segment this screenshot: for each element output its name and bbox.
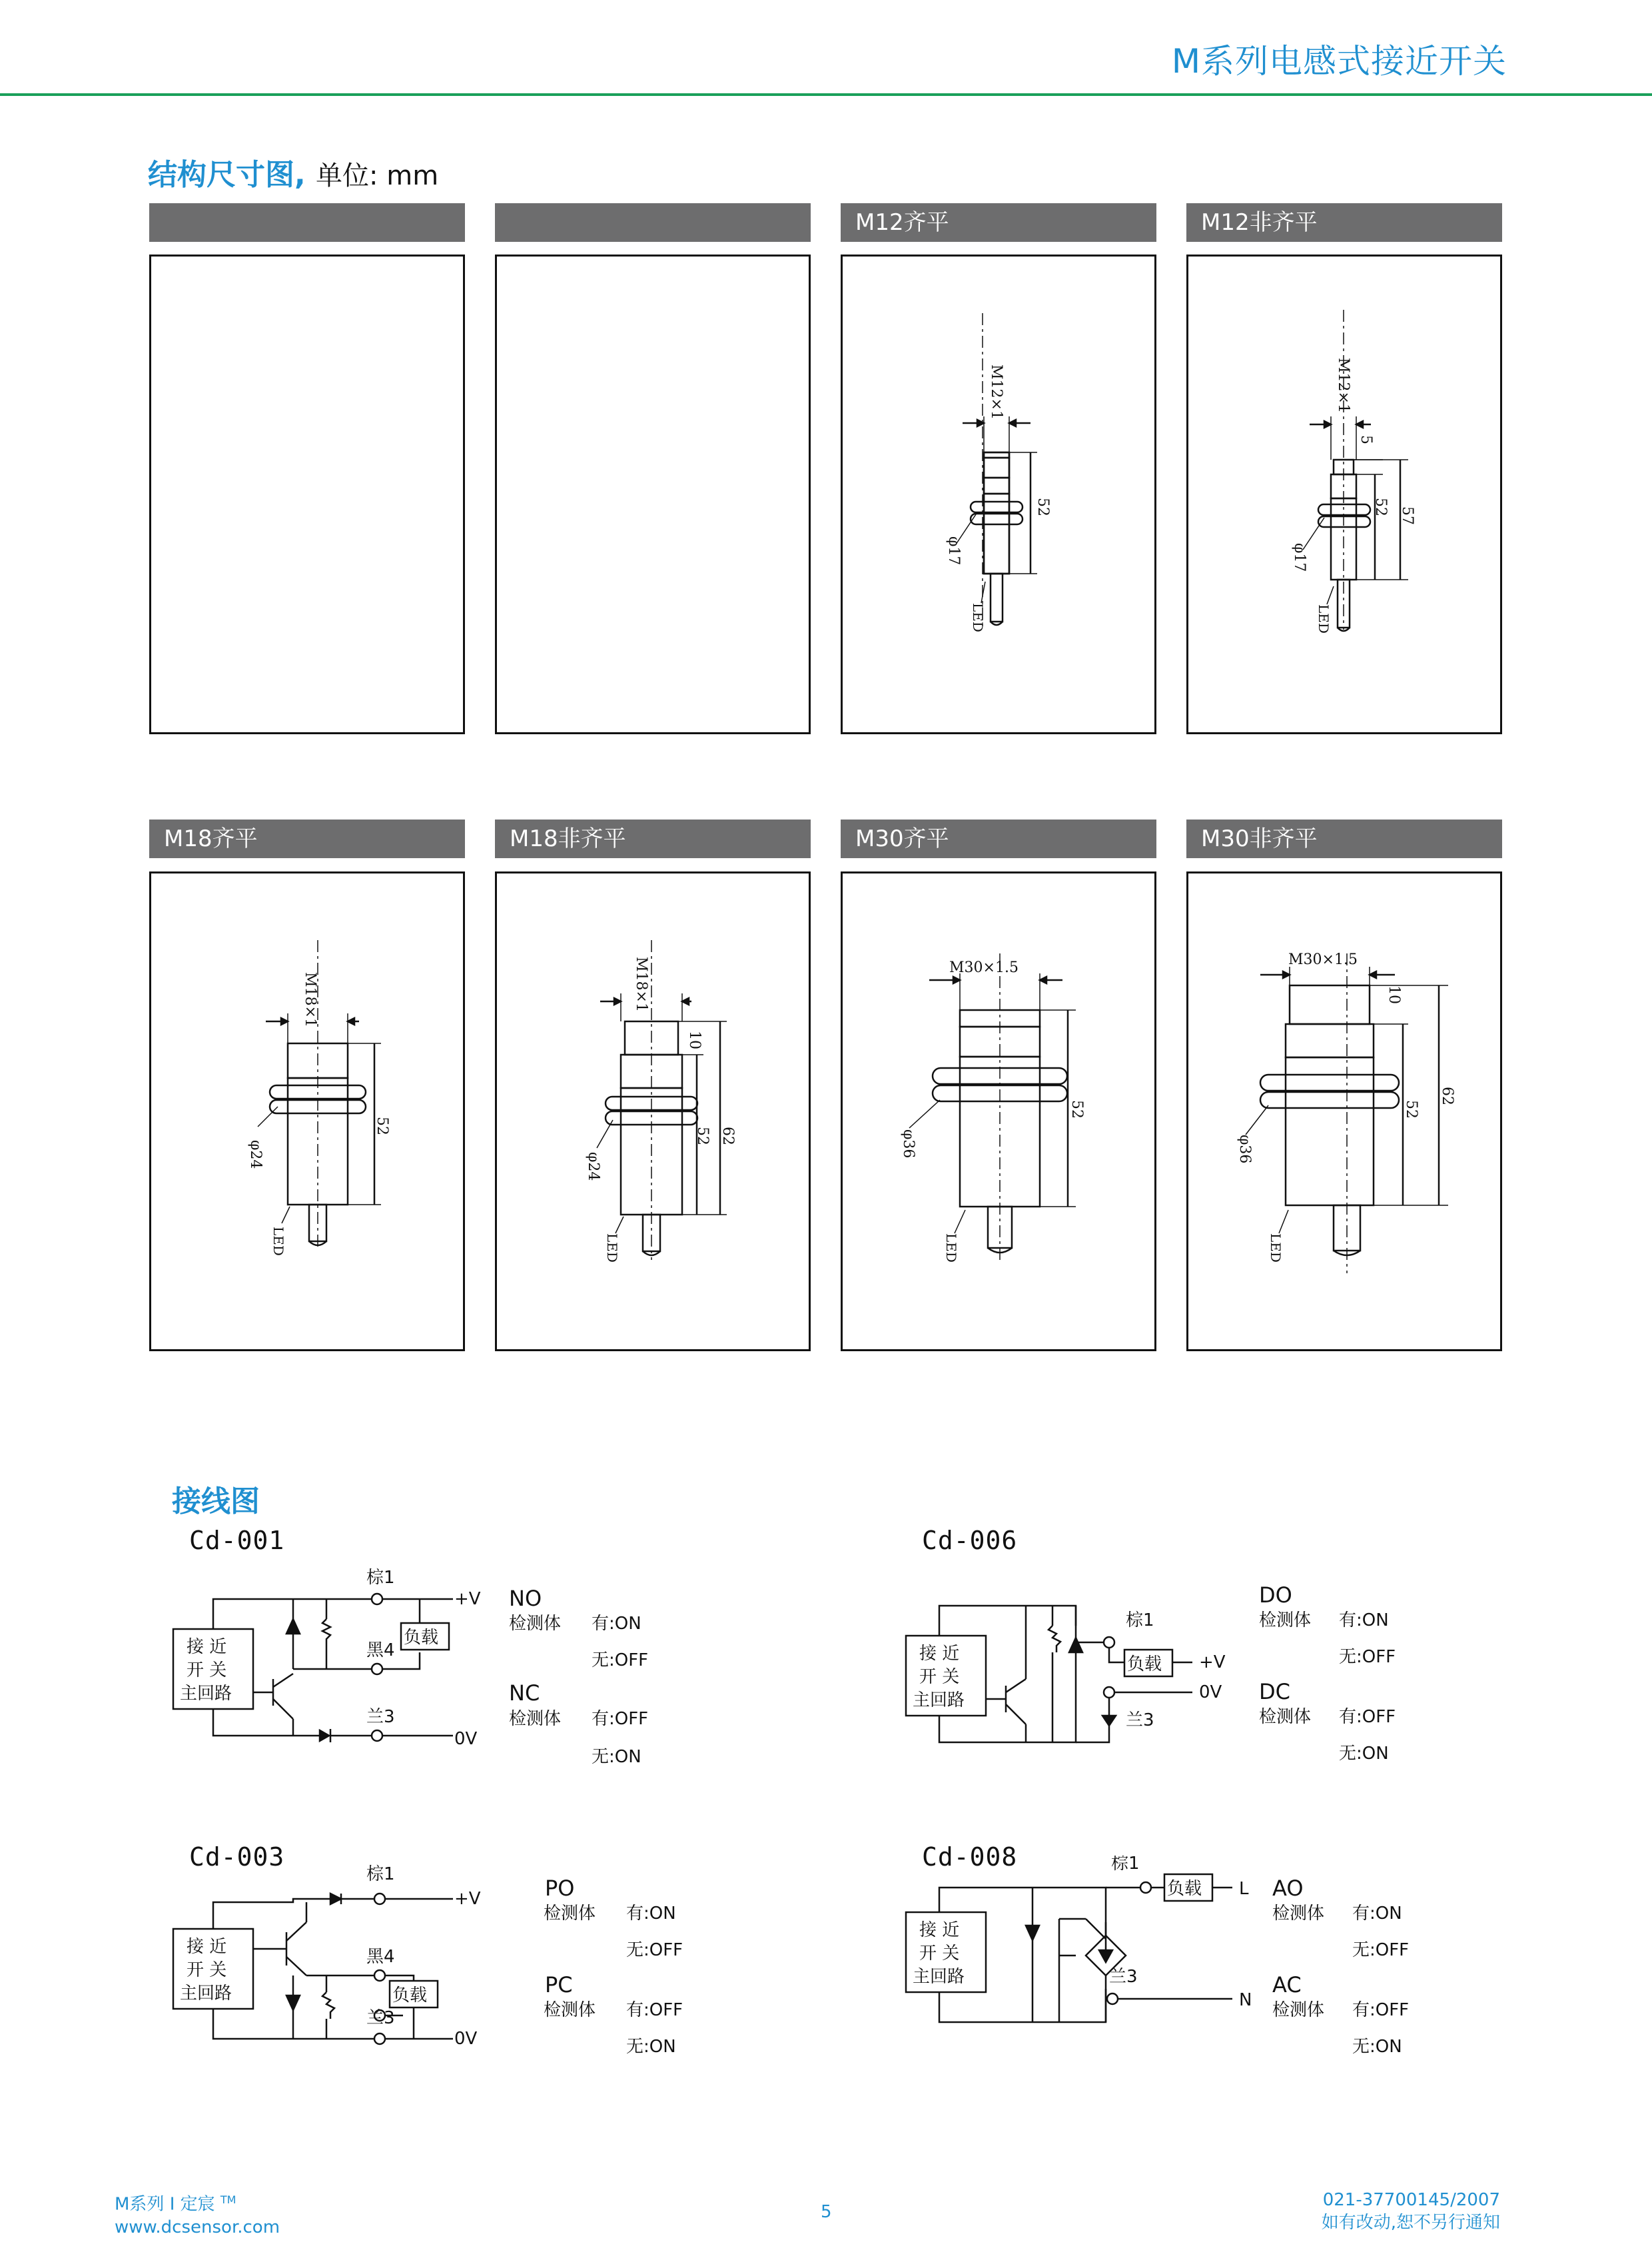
panel-m30-flush-drawing bbox=[841, 871, 1156, 1351]
panel-2-header bbox=[495, 203, 811, 242]
panel-2-drawing bbox=[495, 255, 811, 734]
cd-008-title: Cd-008 bbox=[922, 1842, 1018, 1872]
footer-notice: 如有改动,恕不另行通知 bbox=[1321, 2213, 1500, 2233]
protrusion-label: 10 bbox=[1386, 985, 1402, 1004]
footer-code: 021-37700145/2007 bbox=[1322, 2190, 1500, 2210]
length-dimension bbox=[1040, 1010, 1085, 1207]
block-line-3: 主回路 bbox=[180, 1684, 232, 1704]
diameter-label: φ24 bbox=[247, 1140, 264, 1169]
led-leader bbox=[943, 1210, 965, 1263]
footer-trademark: TM bbox=[220, 2193, 236, 2206]
mode-pc-has: 有:OFF bbox=[626, 2000, 683, 2020]
sensor-body bbox=[933, 953, 1067, 1260]
led-leader bbox=[970, 582, 986, 632]
panel-m12-flush-header: M12齐平 bbox=[841, 203, 1156, 242]
page-header-title: M系列电感式接近开关 bbox=[1171, 42, 1507, 81]
rail-line-label: L bbox=[1239, 1879, 1249, 1899]
thread-dimension bbox=[600, 957, 691, 1021]
led-leader bbox=[1268, 1210, 1288, 1263]
thread-dimension bbox=[1260, 951, 1395, 985]
diameter-leader bbox=[247, 1107, 278, 1169]
diameter-leader bbox=[1236, 1105, 1268, 1163]
panel-1-drawing bbox=[149, 255, 465, 734]
protrusion-label: 10 bbox=[686, 1031, 703, 1049]
wire-blue-label: 兰3 bbox=[1109, 1967, 1138, 1987]
mode-ac-detect: 检测体 bbox=[1272, 2000, 1325, 2020]
panel-m18-nonflush-header: M18非齐平 bbox=[495, 820, 811, 858]
mode-nc-detect: 检测体 bbox=[509, 1709, 562, 1729]
rail-neutral-label: N bbox=[1239, 1990, 1252, 2010]
diameter-label: φ17 bbox=[945, 536, 962, 566]
rail-zero-label: 0V bbox=[1199, 1682, 1222, 1702]
mode-po-none: 无:OFF bbox=[626, 1940, 683, 1960]
thread-label: M12×1 bbox=[988, 364, 1005, 420]
cd-003-title: Cd-003 bbox=[189, 1842, 285, 1872]
thread-dimension bbox=[266, 972, 359, 1043]
page-number: 5 bbox=[821, 2202, 832, 2222]
thread-label: M18×1 bbox=[633, 957, 649, 1012]
led-label: LED bbox=[604, 1233, 620, 1263]
thread-dimension bbox=[963, 364, 1031, 452]
wire-blue-label: 兰3 bbox=[366, 2008, 395, 2028]
mode-do-none: 无:OFF bbox=[1339, 1647, 1396, 1667]
thread-dimension bbox=[1310, 358, 1371, 460]
diameter-label: φ36 bbox=[1236, 1135, 1253, 1164]
wiring-section-title: 接线图 bbox=[172, 1484, 260, 1518]
diameter-leader bbox=[945, 512, 977, 565]
load-label: 负载 bbox=[1167, 1879, 1202, 1899]
block-line-1: 接 近 bbox=[919, 1644, 960, 1664]
mode-po-detect: 检测体 bbox=[544, 1904, 596, 1924]
panel-m30-nonflush-header: M30非齐平 bbox=[1186, 820, 1502, 858]
length-dimension bbox=[348, 1043, 390, 1205]
footer-series: M系列 I 定宸 bbox=[115, 2194, 215, 2215]
mode-dc-has: 有:OFF bbox=[1339, 1707, 1396, 1727]
total-dimension bbox=[1354, 460, 1416, 580]
led-leader bbox=[604, 1217, 623, 1263]
length-dimension bbox=[1374, 1024, 1448, 1205]
led-label: LED bbox=[1316, 604, 1332, 634]
rail-zero-label: 0V bbox=[454, 1729, 478, 1749]
block-line-1: 接 近 bbox=[919, 1920, 960, 1940]
panel-m12-nonflush-header: M12非齐平 bbox=[1186, 203, 1502, 242]
cd-001-title: Cd-001 bbox=[189, 1526, 285, 1555]
structure-section-title bbox=[148, 151, 438, 193]
cd-006-title: Cd-006 bbox=[922, 1526, 1018, 1555]
mode-do-has: 有:ON bbox=[1339, 1610, 1389, 1630]
total-label: 62 bbox=[719, 1127, 736, 1145]
sensor-body bbox=[606, 940, 697, 1260]
total-dimension bbox=[1439, 985, 1455, 1205]
led-leader bbox=[270, 1207, 290, 1256]
diameter-label: φ17 bbox=[1291, 543, 1308, 572]
block-line-2: 开 关 bbox=[919, 1667, 960, 1687]
led-label: LED bbox=[970, 603, 986, 632]
wire-blue-label: 兰3 bbox=[366, 1707, 395, 1727]
block-line-3: 主回路 bbox=[180, 1983, 232, 2003]
mode-no-detect: 检测体 bbox=[509, 1614, 562, 1634]
mode-ac-none: 无:ON bbox=[1352, 2037, 1402, 2057]
cd-003-diagram bbox=[167, 1856, 713, 2075]
protrusion-dimension bbox=[1370, 985, 1448, 1024]
panel-m18-flush-header: M18齐平 bbox=[149, 820, 465, 858]
panel-m12-nonflush-drawing bbox=[1186, 255, 1502, 734]
mode-ac-has: 有:OFF bbox=[1352, 2000, 1410, 2020]
panel-1-header bbox=[149, 203, 465, 242]
load-label: 负载 bbox=[404, 1628, 439, 1648]
length-label: 52 bbox=[374, 1117, 390, 1135]
mode-dc-none: 无:ON bbox=[1339, 1744, 1389, 1764]
rail-zero-label: 0V bbox=[454, 2029, 478, 2049]
wire-brown-label: 棕1 bbox=[366, 1864, 395, 1884]
mode-ao-name: AO bbox=[1272, 1876, 1304, 1901]
rail-positive-label: +V bbox=[454, 1889, 481, 1909]
panel-m18-nonflush-drawing bbox=[495, 871, 811, 1351]
cd-001-diagram bbox=[167, 1559, 713, 1779]
mode-no-name: NO bbox=[509, 1586, 542, 1611]
diameter-leader bbox=[585, 1120, 613, 1181]
mode-nc-none: 无:ON bbox=[592, 1747, 641, 1767]
wire-black-label: 黑4 bbox=[366, 1640, 395, 1660]
diameter-label: φ24 bbox=[585, 1152, 602, 1181]
mode-pc-detect: 检测体 bbox=[544, 2000, 596, 2020]
led-leader bbox=[1316, 586, 1334, 634]
length-label: 52 bbox=[1372, 498, 1389, 516]
protrusion-dimension bbox=[1354, 435, 1383, 474]
mode-dc-detect: 检测体 bbox=[1259, 1707, 1312, 1727]
panel-m12-flush-drawing bbox=[841, 255, 1156, 734]
diameter-label: φ36 bbox=[900, 1129, 917, 1159]
led-label: LED bbox=[1268, 1233, 1284, 1263]
mode-do-name: DO bbox=[1259, 1582, 1292, 1608]
load-label: 负载 bbox=[392, 1985, 428, 2005]
footer-info bbox=[1322, 2189, 1500, 2234]
length-label: 52 bbox=[1403, 1100, 1420, 1119]
diameter-leader bbox=[900, 1100, 940, 1158]
mode-pc-none: 无:ON bbox=[626, 2037, 676, 2057]
diameter-leader bbox=[1291, 518, 1324, 572]
block-line-1: 接 近 bbox=[187, 1937, 227, 1957]
mode-nc-name: NC bbox=[509, 1680, 540, 1706]
wire-brown-label: 棕1 bbox=[1126, 1610, 1154, 1630]
wire-black-label: 黑4 bbox=[366, 1947, 395, 1967]
sensor-body bbox=[971, 313, 1023, 626]
length-label: 52 bbox=[1068, 1100, 1085, 1119]
rail-positive-label: +V bbox=[454, 1589, 481, 1609]
mode-ac-name: AC bbox=[1272, 1972, 1302, 1997]
thread-label: M18×1 bbox=[302, 972, 318, 1027]
mode-do-detect: 检测体 bbox=[1259, 1610, 1312, 1630]
cd-008-diagram bbox=[899, 1856, 1446, 2075]
thread-label: M30×1.5 bbox=[949, 959, 1019, 976]
mode-no-none: 无:OFF bbox=[592, 1650, 649, 1670]
total-label: 57 bbox=[1399, 506, 1416, 525]
block-line-2: 开 关 bbox=[187, 1660, 227, 1680]
mode-ao-detect: 检测体 bbox=[1272, 1904, 1325, 1924]
panel-m30-nonflush-drawing bbox=[1186, 871, 1502, 1351]
mode-pc-name: PC bbox=[545, 1972, 573, 1997]
protrusion-label: 5 bbox=[1358, 435, 1374, 444]
load-label: 负载 bbox=[1127, 1654, 1162, 1674]
mode-po-has: 有:ON bbox=[626, 1904, 676, 1924]
block-line-2: 开 关 bbox=[919, 1944, 960, 1964]
mode-ao-has: 有:ON bbox=[1352, 1904, 1402, 1924]
structure-unit: 单位: mm bbox=[316, 161, 439, 191]
sensor-body bbox=[1260, 953, 1399, 1273]
mode-nc-has: 有:OFF bbox=[592, 1709, 649, 1729]
thread-label: M30×1.5 bbox=[1288, 951, 1358, 968]
led-label: LED bbox=[270, 1227, 286, 1256]
mode-dc-name: DC bbox=[1259, 1679, 1290, 1704]
thread-label: M12×1 bbox=[1335, 358, 1352, 413]
led-label: LED bbox=[943, 1233, 959, 1263]
wire-blue-label: 兰3 bbox=[1126, 1710, 1154, 1730]
panel-m18-flush-drawing bbox=[149, 871, 465, 1351]
block-line-3: 主回路 bbox=[913, 1967, 965, 1987]
footer-website[interactable]: www.dcsensor.com bbox=[115, 2217, 280, 2237]
length-label: 52 bbox=[694, 1127, 711, 1145]
length-label: 52 bbox=[1034, 498, 1051, 516]
panel-m30-flush-header: M30齐平 bbox=[841, 820, 1156, 858]
footer-brand bbox=[115, 2189, 280, 2239]
mode-po-name: PO bbox=[545, 1876, 575, 1901]
thread-dimension bbox=[929, 959, 1062, 1010]
block-line-3: 主回路 bbox=[913, 1690, 965, 1710]
wire-brown-label: 棕1 bbox=[366, 1568, 395, 1588]
rail-positive-label: +V bbox=[1199, 1652, 1226, 1672]
structure-title-text: 结构尺寸图, bbox=[148, 158, 306, 192]
header-divider bbox=[0, 93, 1652, 96]
cd-006-diagram bbox=[899, 1559, 1446, 1779]
total-label: 62 bbox=[1439, 1087, 1455, 1105]
total-dimension bbox=[719, 1021, 736, 1215]
mode-no-has: 有:ON bbox=[592, 1614, 641, 1634]
mode-ao-none: 无:OFF bbox=[1352, 1940, 1410, 1960]
block-line-2: 开 关 bbox=[187, 1960, 227, 1980]
block-line-1: 接 近 bbox=[187, 1637, 227, 1657]
wire-brown-label: 棕1 bbox=[1111, 1856, 1140, 1874]
